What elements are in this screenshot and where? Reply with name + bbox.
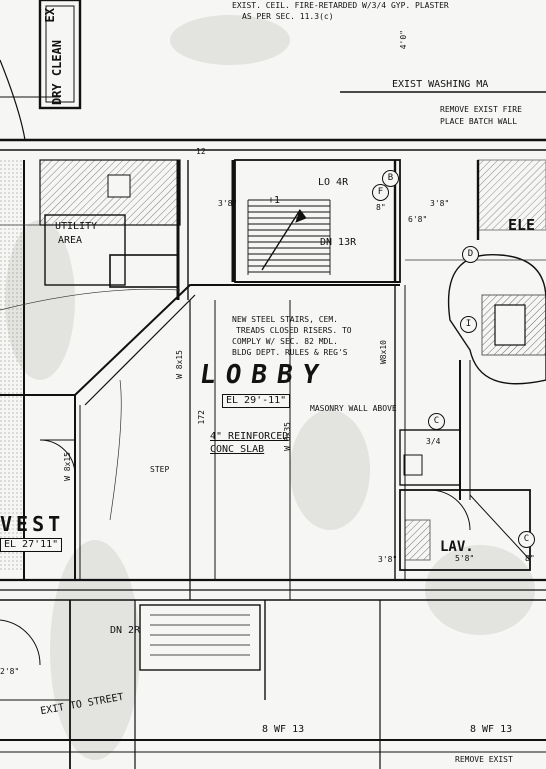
tag-b: B	[382, 170, 399, 187]
note-stairs-1: NEW STEEL STAIRS, CEM.	[232, 315, 338, 324]
room-utility-2: AREA	[58, 235, 83, 246]
note-reinforced-2: CONC SLAB	[210, 444, 265, 455]
stair-treads	[248, 200, 330, 275]
dim-12: 12	[196, 147, 206, 156]
stair-enclosure	[233, 160, 400, 282]
note-remove-exist-bottom: REMOVE EXIST	[455, 755, 513, 764]
tag-i: I	[460, 316, 477, 333]
step-label: STEP	[150, 465, 170, 474]
stair-lo-label: LO 4R	[318, 177, 349, 188]
dn-label: DN 2R	[110, 625, 141, 636]
note-stairs-4: BLDG DEPT. RULES & REG'S	[232, 348, 348, 357]
room-utility-1: UTILITY	[55, 221, 98, 232]
dim-6-8: 6'8"	[408, 215, 428, 224]
note-ceiling-fire-1: EXIST. CEIL. FIRE-RETARDED W/3/4 GYP. PLASTER	[232, 1, 449, 10]
lintel-bottom: 8 WF 13	[470, 724, 513, 735]
dim-4-0: 4'0"	[399, 30, 408, 50]
room-exit: EX	[43, 8, 57, 23]
room-ele: ELE	[508, 216, 536, 234]
exit-bottom: EXIT TO STREET	[39, 691, 125, 718]
note-remove-exist-2: PLACE BATCH WALL	[440, 117, 518, 126]
note-remove-exist-1: REMOVE EXIST FIRE	[440, 105, 522, 114]
vest-elevation: EL 27'11"	[0, 538, 62, 552]
lintel-top: 8 WF 13	[262, 724, 305, 735]
note-ceiling-fire-2: AS PER SEC. 11.3(c)	[242, 12, 334, 21]
beam-w8x15-b: W 8x15	[63, 452, 72, 481]
tag-d: D	[462, 246, 479, 263]
dim-3-8-a: 3'8"	[218, 199, 238, 208]
lobby-elevation: EL 29'-11"	[222, 394, 290, 408]
dim-3-8-b: 3'8"	[430, 199, 450, 208]
room-dry-clean: DRY CLEAN	[50, 40, 64, 106]
beam-w8x10: W8x10	[379, 340, 388, 365]
note-stairs-3: COMPLY W/ SEC. 82 MDL.	[232, 337, 338, 346]
room-lobby: LOBBY	[197, 360, 331, 390]
beam-w8x15-a: W 8x15	[175, 350, 184, 379]
beam-w8x35: W 8x35	[283, 422, 292, 451]
dry-clean-wall	[0, 0, 80, 140]
note-masonry-wall: MASONRY WALL ABOVE	[310, 404, 397, 413]
stair-dn-label: DN 13R	[320, 237, 357, 248]
room-lav: LAV.	[440, 539, 474, 555]
dim-2-8: 2'8"	[0, 667, 20, 676]
tag-c-1: C	[428, 413, 445, 430]
note-exist-washing: EXIST WASHING MA	[392, 79, 489, 90]
dim-8-b: 8"	[376, 203, 386, 212]
dim-172: 172	[197, 410, 206, 425]
dim-3-8-c: 3'8"	[378, 555, 398, 564]
dim-5-8: 5'8"	[455, 554, 475, 563]
room-vest: VEST	[0, 512, 65, 536]
dim-3-4: 3/4	[426, 437, 441, 446]
tag-c-2: C	[518, 531, 535, 548]
dim-8-a: 8"	[525, 554, 535, 563]
note-stairs-2: TREADS CLOSED RISERS. TO	[236, 326, 352, 335]
stair-up-label: +1	[268, 195, 281, 206]
note-reinforced-1: 4" REINFORCED	[210, 431, 289, 442]
tag-f: F	[372, 184, 389, 201]
